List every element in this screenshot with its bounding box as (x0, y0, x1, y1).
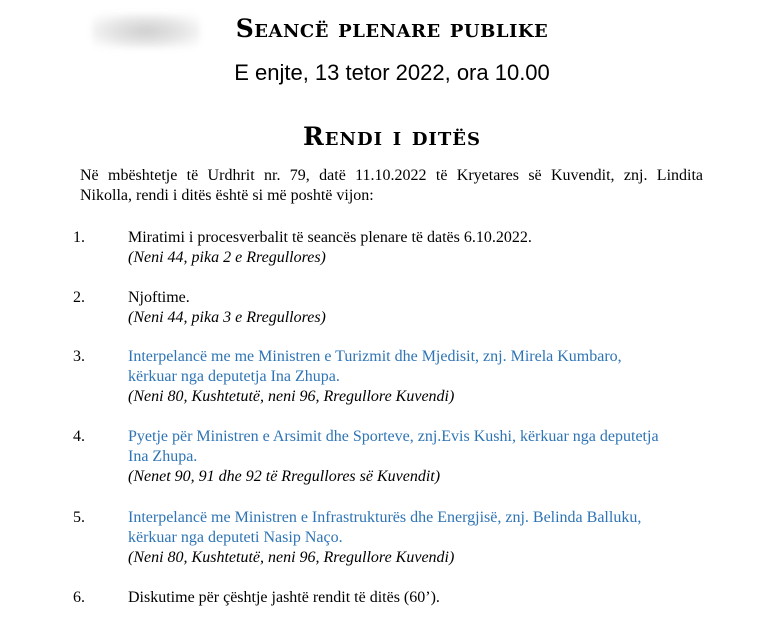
item-text[interactable]: Interpelancë me me Ministren e Turizmit dhe Mjedisit, znj. Mirela Kumbaro, (128, 348, 622, 365)
item-number: 3. (73, 348, 85, 365)
item-number: 4. (73, 428, 85, 445)
item-text: Miratimi i procesverbalit të seancës plenare të datës 6.10.2022. (128, 229, 532, 246)
item-number: 5. (73, 509, 85, 526)
session-date: E enjte, 13 tetor 2022, ora 10.00 (234, 60, 550, 85)
session-title: Seancë plenare publike (235, 14, 549, 43)
intro-line: Nikolla, rendi i ditës është si më poshtë vijon: (80, 187, 374, 204)
item-text[interactable]: kërkuar nga deputetja Ina Zhupa. (128, 368, 340, 385)
item-number: 2. (73, 289, 85, 306)
agenda-heading: Rendi i ditës (303, 122, 481, 151)
item-number: 1. (73, 229, 85, 246)
intro-paragraph (80, 166, 703, 206)
item-reference: (Neni 44, pika 2 e Rregullores) (128, 249, 326, 266)
item-text: Diskutime për çështje jashtë rendit të ditës (60’). (128, 589, 440, 606)
intro-line: Në mbështetje të Urdhrit nr. 79, datë 11.10.2022 të Kryetares së Kuvendit, znj. Lindita (80, 167, 703, 184)
item-reference: (Neni 80, Kushtetutë, neni 96, Rregullore Kuvendi) (128, 388, 455, 405)
item-reference: (Neni 44, pika 3 e Rregullores) (128, 309, 326, 326)
item-number: 6. (73, 589, 85, 606)
item-reference: (Nenet 90, 91 dhe 92 të Rregullores së Kuvendit) (128, 468, 441, 485)
item-text[interactable]: kërkuar nga deputeti Nasip Naço. (128, 529, 343, 546)
item-text[interactable]: Ina Zhupa. (128, 448, 198, 465)
item-text[interactable]: Interpelancë me Ministren e Infrastrukturës dhe Energjisë, znj. Belinda Balluku, (128, 509, 642, 526)
item-text[interactable]: Pyetje për Ministren e Arsimit dhe Sporteve, znj.Evis Kushi, kërkuar nga deputetja (128, 428, 659, 445)
item-text: Njoftime. (128, 289, 190, 306)
item-reference: (Neni 80, Kushtetutë, neni 96, Rregullore Kuvendi) (128, 549, 455, 566)
